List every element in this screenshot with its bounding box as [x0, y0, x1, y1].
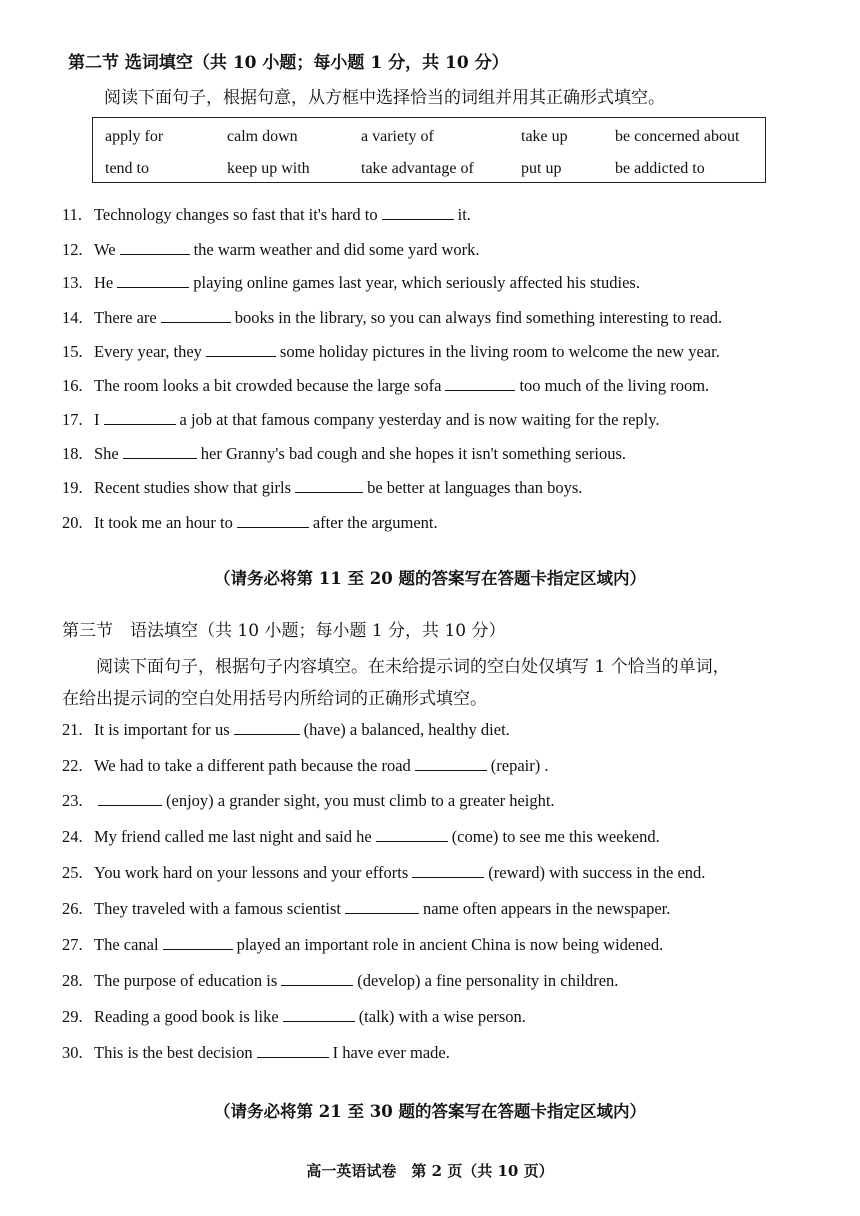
answer-blank[interactable] [415, 756, 487, 771]
answer-blank[interactable] [376, 827, 448, 842]
answer-blank[interactable] [412, 863, 484, 878]
word-box-item: tend to [105, 160, 149, 177]
question-13: 13. He playing online games last year, which seriously affected his studies. [62, 273, 640, 292]
word-box-item: keep up with [227, 160, 310, 177]
question-29: 29. Reading a good book is like (talk) with a wise person. [62, 1007, 526, 1026]
section2-heading: 第二节 选词填空（共 10 小题；每小题 1 分，共 10 分） [68, 53, 509, 73]
answer-blank[interactable] [257, 1043, 329, 1058]
question-23: 23. (enjoy) a grander sight, you must climb to a greater height. [62, 791, 555, 810]
word-box [92, 117, 766, 183]
word-box-item: take up [521, 128, 568, 145]
answer-blank[interactable] [104, 410, 176, 425]
answer-blank[interactable] [445, 376, 515, 391]
answer-blank[interactable] [206, 342, 276, 357]
section3-instruction-line2: 在给出提示词的空白处用括号内所给词的正确形式填空。 [62, 689, 487, 709]
word-box-item: take advantage of [361, 160, 474, 177]
question-28: 28. The purpose of education is (develop) a fine personality in children. [62, 971, 619, 990]
section2-instruction: 阅读下面句子，根据句意，从方框中选择恰当的词组并用其正确形式填空。 [104, 88, 665, 108]
answer-blank[interactable] [237, 513, 309, 528]
question-20: 20. It took me an hour to after the argument. [62, 513, 438, 532]
question-16: 16. The room looks a bit crowded because the large sofa too much of the living room. [62, 376, 710, 395]
answer-blank[interactable] [295, 478, 363, 493]
page-footer: 高一英语试卷 第 2 页（共 10 页） [306, 1162, 554, 1180]
question-27: 27. The canal played an important role in ancient China is now being widened. [62, 935, 664, 954]
question-22: 22. We had to take a different path because the road (repair) . [62, 756, 549, 775]
question-17: 17. I a job at that famous company yesterday and is now waiting for the reply. [62, 410, 660, 429]
word-box-item: put up [521, 160, 562, 177]
section2-note: （请务必将第 11 至 20 题的答案写在答题卡指定区域内） [214, 569, 646, 588]
question-15: 15. Every year, they some holiday pictures in the living room to welcome the new year. [62, 342, 720, 361]
section3-heading: 第三节 语法填空（共 10 小题；每小题 1 分，共 10 分） [62, 621, 506, 641]
question-18: 18. She her Granny's bad cough and she hopes it isn't something serious. [62, 444, 627, 463]
answer-blank[interactable] [120, 240, 190, 255]
question-19: 19. Recent studies show that girls be better at languages than boys. [62, 478, 583, 497]
answer-blank[interactable] [161, 308, 231, 323]
answer-blank[interactable] [345, 899, 419, 914]
question-12: 12. We the warm weather and did some yard work. [62, 240, 480, 259]
section3-instruction-line1: 阅读下面句子，根据句子内容填空。在未给提示词的空白处仅填写 1 个恰当的单词， [96, 657, 730, 677]
word-box-item: a variety of [361, 128, 434, 145]
question-11: 11. Technology changes so fast that it's hard to it. [62, 205, 471, 224]
section3-note: （请务必将第 21 至 30 题的答案写在答题卡指定区域内） [214, 1102, 646, 1121]
answer-blank[interactable] [163, 935, 233, 950]
word-box-item: calm down [227, 128, 298, 145]
question-24: 24. My friend called me last night and said he (come) to see me this weekend. [62, 827, 660, 846]
word-box-item: apply for [105, 128, 164, 145]
question-26: 26. They traveled with a famous scientist name often appears in the newspaper. [62, 899, 671, 918]
word-box-item: be concerned about [615, 128, 740, 145]
answer-blank[interactable] [281, 971, 353, 986]
answer-blank[interactable] [283, 1007, 355, 1022]
answer-blank[interactable] [234, 720, 300, 735]
word-box-item: be addicted to [615, 160, 705, 177]
answer-blank[interactable] [123, 444, 197, 459]
answer-blank[interactable] [98, 791, 162, 806]
question-21: 21. It is important for us (have) a balanced, healthy diet. [62, 720, 510, 739]
answer-blank[interactable] [117, 273, 189, 288]
question-30: 30. This is the best decision I have ever made. [62, 1043, 450, 1062]
question-14: 14. There are books in the library, so you can always find something interesting to read. [62, 308, 723, 327]
question-25: 25. You work hard on your lessons and your efforts (reward) with success in the end. [62, 863, 706, 882]
answer-blank[interactable] [382, 205, 454, 220]
